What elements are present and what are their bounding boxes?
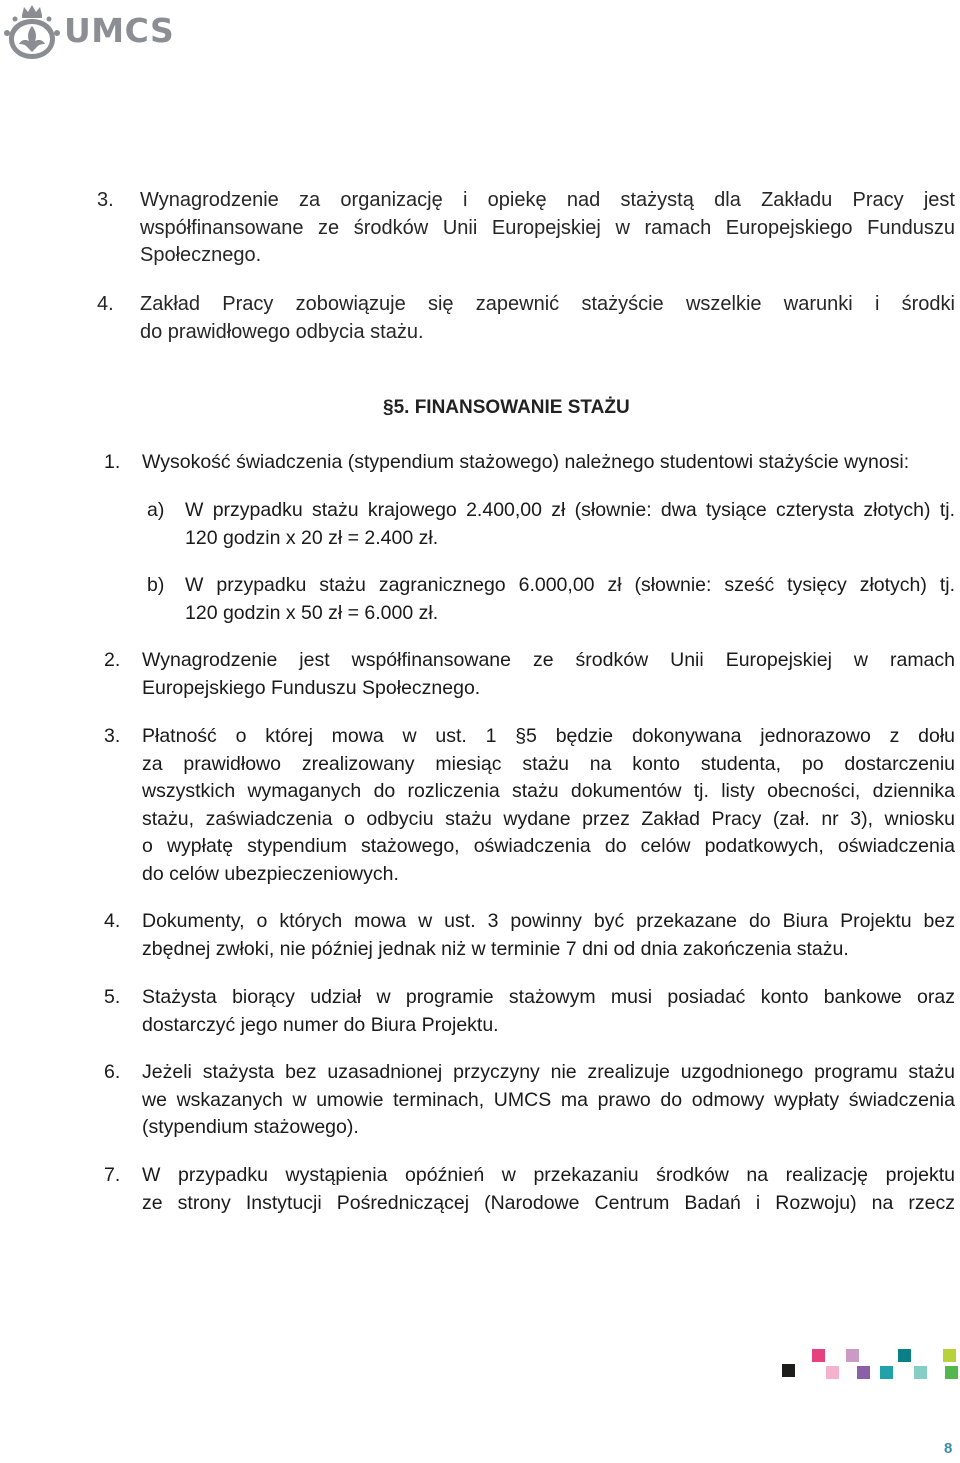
paragraph (142, 984, 955, 1039)
decor-square (846, 1349, 859, 1362)
list-number: 7. (104, 1164, 121, 1186)
paragraph-line: zbędnej zwłoki, nie później jednak niż w terminie 7 dni od dnia zakończenia stażu. (142, 937, 849, 960)
paragraph (140, 187, 955, 270)
paragraph-line: Społecznego. (140, 244, 262, 266)
list-letter: a) (147, 499, 165, 521)
paragraph-line: dostarczyć jego numer do Biura Projektu. (142, 1013, 499, 1036)
list-number: 4. (104, 910, 121, 932)
decor-square (857, 1366, 870, 1379)
paragraph-line: Wynagrodzenie za organizację i opiekę nad stażystą dla Zakładu Pracy jest (140, 189, 955, 211)
list-number: 3. (97, 189, 114, 211)
paragraph-line: Jeżeli stażysta bez uzasadnionej przyczyny nie zrealizuje uzgodnionego programu stażu (142, 1061, 955, 1083)
logo-wordmark: UMCS (64, 11, 175, 50)
paragraph (142, 647, 955, 702)
decor-square (826, 1366, 839, 1379)
paragraph-line: do celów ubezpieczeniowych. (142, 862, 399, 885)
decor-square (812, 1349, 825, 1362)
paragraph (142, 723, 955, 888)
paragraph-line: ze strony Instytucji Pośredniczącej (Narodowe Centrum Badań i Rozwoju) na rzecz (142, 1191, 955, 1214)
list-number: 1. (104, 451, 121, 473)
paragraph (185, 497, 955, 552)
paragraph (142, 1059, 955, 1142)
umcs-emblem-icon (3, 3, 61, 61)
paragraph-line: stażu, zaświadczenia o odbyciu stażu wydane przez Zakład Pracy (zał. nr 3), wniosku (142, 807, 955, 830)
paragraph-line: Wynagrodzenie jest współfinansowane ze środków Unii Europejskiej w ramach (142, 649, 955, 671)
paragraph-line: Stażysta biorący udział w programie stażowym musi posiadać konto bankowe oraz (142, 986, 955, 1008)
paragraph-line: wszystkich wymaganych do rozliczenia stażu dokumentów tj. listy obecności, dziennika (142, 780, 955, 802)
paragraph-line: Dokumenty, o których mowa w ust. 3 powinny być przekazane do Biura Projektu bez (142, 910, 955, 932)
paragraph-line: 120 godzin x 20 zł = 2.400 zł. (185, 526, 439, 549)
paragraph-line: Zakład Pracy zobowiązuje się zapewnić stażyście wszelkie warunki i środki (140, 293, 955, 315)
decor-square (880, 1366, 893, 1379)
paragraph-line: 120 godzin x 50 zł = 6.000 zł. (185, 601, 439, 624)
paragraph-line: Płatność o której mowa w ust. 1 §5 będzie dokonywana jednorazowo z dołu (142, 725, 955, 747)
paragraph (142, 908, 955, 963)
decor-square (943, 1349, 956, 1362)
list-number: 4. (97, 293, 114, 315)
paragraph-line: współfinansowane ze środków Unii Europejskiej w ramach Europejskiego Funduszu (140, 216, 955, 239)
paragraph (140, 291, 955, 346)
paragraph-line: o wypłatę stypendium stażowego, oświadczenia do celów podatkowych, oświadczenia (142, 835, 955, 857)
paragraph-line: za prawidłowo zrealizowany miesiąc stażu na konto studenta, po dostarczeniu (142, 752, 955, 775)
list-number: 3. (104, 725, 121, 747)
decor-square (782, 1364, 795, 1377)
paragraph-line: Wysokość świadczenia (stypendium stażowego) należnego studentowi stażyście wynosi: (142, 451, 910, 473)
paragraph (142, 1162, 955, 1217)
list-number: 2. (104, 649, 121, 671)
paragraph-line: W przypadku stażu zagranicznego 6.000,00 zł (słownie: sześć tysięcy złotych) tj. (185, 574, 955, 596)
paragraph-line: W przypadku wystąpienia opóźnień w przekazaniu środków na realizację projektu (142, 1164, 955, 1186)
paragraph (185, 572, 955, 627)
list-letter: b) (147, 574, 165, 596)
list-number: 6. (104, 1061, 121, 1083)
list-number: 5. (104, 986, 121, 1008)
paragraph-line: do prawidłowego odbycia stażu. (140, 320, 424, 343)
paragraph-line: W przypadku stażu krajowego 2.400,00 zł (słownie: dwa tysiące czterysta złotych) tj. (185, 499, 955, 521)
paragraph-line: (stypendium stażowego). (142, 1116, 359, 1138)
section-heading: §5. FINANSOWANIE STAŻU (383, 397, 630, 418)
paragraph-line: Europejskiego Funduszu Społecznego. (142, 676, 481, 699)
decor-square (945, 1366, 958, 1379)
paragraph (142, 449, 955, 477)
page-number: 8 (944, 1440, 953, 1457)
decor-square (898, 1349, 911, 1362)
umcs-logo (0, 0, 180, 62)
paragraph-line: we wskazanych w umowie terminach, UMCS ma prawo do odmowy wypłaty świadczenia (142, 1088, 955, 1111)
decor-square (914, 1366, 927, 1379)
